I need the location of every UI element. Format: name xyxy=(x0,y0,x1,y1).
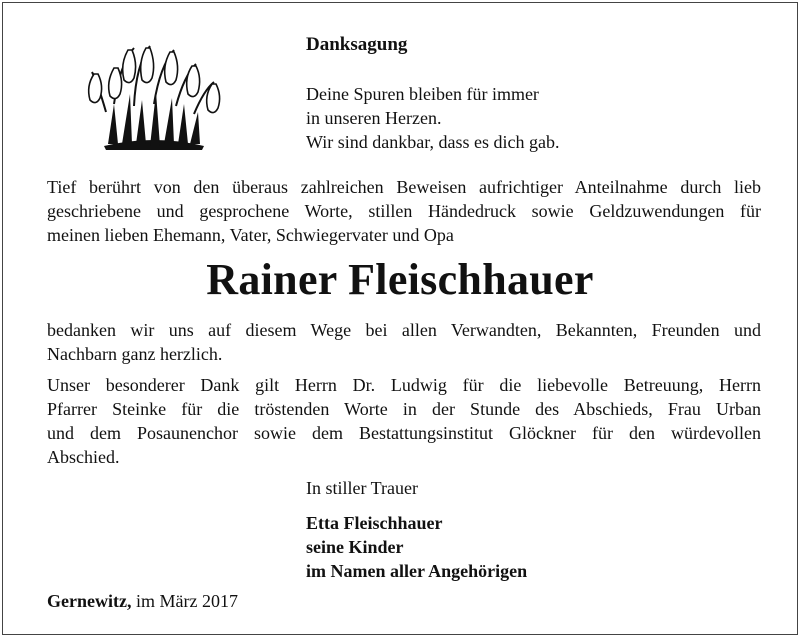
paragraph-line: und dem Posaunenchor sowie dem Bestattungsinstitut Glöckner für den würdevollen xyxy=(47,423,761,443)
place: Gernewitz, xyxy=(47,591,132,611)
signer-line: seine Kinder xyxy=(306,537,404,557)
paragraph-line: Tief berührt von den überaus zahlreichen Beweisen aufrichtiger Anteilnahme durch lieb xyxy=(47,177,761,197)
signer-line: Etta Fleischhauer xyxy=(306,513,443,533)
paragraph-line: meinen lieben Ehemann, Vater, Schwiegervater und Opa xyxy=(47,225,454,245)
mourning-phrase: In stiller Trauer xyxy=(306,478,418,498)
paragraph-line: geschriebene und gesprochene Worte, stillen Händedruck sowie Geldzuwendungen für xyxy=(47,201,761,221)
deceased-name: Rainer Fleischhauer xyxy=(206,255,594,304)
thanks-paragraph xyxy=(47,318,761,366)
poem xyxy=(306,82,560,154)
paragraph-line: Nachbarn ganz herzlich. xyxy=(47,344,223,364)
signers xyxy=(306,511,527,583)
paragraph-line: bedanken wir uns auf diesem Wege bei allen Verwandten, Bekannten, Freunden und xyxy=(47,320,761,340)
notice-heading: Danksagung xyxy=(306,34,408,55)
place-date xyxy=(47,591,238,612)
poem-line: in unseren Herzen. xyxy=(306,108,442,128)
signer-line: im Namen aller Angehörigen xyxy=(306,561,528,581)
special-thanks-paragraph xyxy=(47,373,761,469)
poem-line: Wir sind dankbar, dass es dich gab. xyxy=(306,132,560,152)
intro-paragraph xyxy=(47,175,761,247)
paragraph-line: Pfarrer Steinke für die tröstenden Worte in der Stunde des Abschieds, Frau Urban xyxy=(47,399,761,419)
snowdrop-flowers-icon xyxy=(84,34,224,150)
paragraph-line: Unser besonderer Dank gilt Herrn Dr. Ludwig für die liebevolle Betreuung, Herrn xyxy=(47,375,761,395)
poem-line: Deine Spuren bleiben für immer xyxy=(306,84,539,104)
paragraph-line: Abschied. xyxy=(47,447,120,467)
date: im März 2017 xyxy=(135,591,238,611)
